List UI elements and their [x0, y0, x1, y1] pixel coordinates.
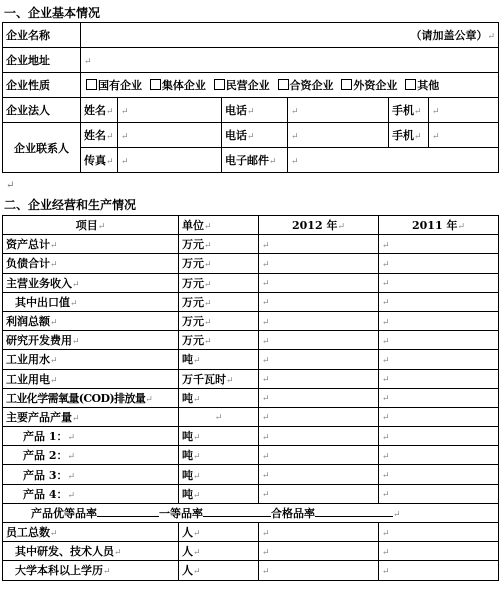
value-2012[interactable]: ↵ [259, 235, 379, 254]
quality-rate-line: 产品优等品率 一等品率 合格品率 ↵ [3, 503, 499, 522]
value-2011[interactable]: ↵ [379, 407, 499, 426]
section1-heading: 一、企业基本情况 [4, 6, 101, 20]
option-collective: 集体企业 [161, 79, 206, 92]
value-2011[interactable]: ↵ [379, 254, 499, 273]
table-row [3, 388, 499, 407]
table-row [3, 446, 499, 465]
item-cod-emission: 工业化学需氧量(COD)排放量↵ [3, 388, 179, 407]
checkbox-joint-venture[interactable] [278, 79, 289, 90]
basic-info-table [2, 22, 499, 173]
unit-cell: 万元↵ [179, 331, 259, 350]
table-row [3, 465, 499, 484]
checkbox-private[interactable] [214, 79, 225, 90]
premium-rate-blank[interactable] [97, 516, 159, 517]
company-type-row [3, 73, 499, 98]
table-row [3, 369, 499, 388]
fax-label: 传真↵ [81, 148, 118, 173]
email-label: 电子邮件↵ [222, 148, 288, 173]
col-2011-header: 2011 年↵ [379, 216, 499, 235]
item-total-profit: 利润总额↵ [3, 311, 179, 330]
value-2012[interactable]: ↵ [259, 292, 379, 311]
item-industrial-power: 工业用电↵ [3, 369, 179, 388]
value-2012[interactable]: ↵ [259, 561, 379, 580]
table-row [3, 331, 499, 350]
seal-note: （请加盖公章） [410, 29, 488, 42]
fax-field[interactable]: ↵ [118, 148, 222, 173]
phone-label: 电话↵ [222, 98, 288, 123]
table-row [3, 311, 499, 330]
item-industrial-water: 工业用水↵ [3, 350, 179, 369]
item-rd-expense: 研究开发费用↵ [3, 331, 179, 350]
value-2011[interactable]: ↵ [379, 331, 499, 350]
legal-person-row [3, 98, 499, 123]
value-2012[interactable]: ↵ [259, 388, 379, 407]
option-state-owned: 国有企业 [98, 79, 142, 92]
option-foreign: 外资企业 [353, 79, 398, 92]
value-2012[interactable]: ↵ [259, 523, 379, 542]
table-row [3, 523, 499, 542]
value-2011[interactable]: ↵ [379, 465, 499, 484]
value-2012[interactable]: ↵ [259, 446, 379, 465]
unit-cell: 人↵ [179, 561, 259, 580]
unit-cell: 吨↵ [179, 388, 259, 407]
value-2012[interactable]: ↵ [259, 465, 379, 484]
unit-cell: 万元↵ [179, 254, 259, 273]
contact-phone-label: 电话↵ [222, 123, 288, 148]
unit-cell: 吨↵ [179, 446, 259, 465]
table-row [3, 484, 499, 503]
value-2011[interactable]: ↵ [379, 523, 499, 542]
value-2011[interactable]: ↵ [379, 446, 499, 465]
checkbox-state-owned[interactable] [86, 79, 97, 90]
unit-cell: 万元↵ [179, 273, 259, 292]
name-label: 姓名↵ [81, 98, 118, 123]
value-2011[interactable]: ↵ [379, 350, 499, 369]
header-row [3, 216, 499, 235]
item-rd-staff: 其中研发、技术人员↵ [3, 542, 179, 561]
table-row [3, 350, 499, 369]
item-main-revenue: 主营业务收入↵ [3, 273, 179, 292]
first-grade-rate-label: 一等品率 [159, 506, 203, 520]
legal-mobile-field[interactable]: ↵ [429, 98, 499, 123]
option-other: 其他 [417, 79, 440, 92]
table-row [3, 273, 499, 292]
item-product-2: 产品 2：↵ [3, 446, 179, 465]
option-private: 民营企业 [225, 79, 270, 92]
table-row [3, 427, 499, 446]
unit-cell: 吨↵ [179, 427, 259, 446]
value-2012[interactable]: ↵ [259, 311, 379, 330]
company-name-label: 企业名称 [3, 23, 81, 48]
value-2012[interactable]: ↵ [259, 331, 379, 350]
legal-person-label: 企业法人 [3, 98, 81, 123]
value-2011[interactable]: ↵ [379, 369, 499, 388]
unit-cell: 万千瓦时↵ [179, 369, 259, 388]
col-2012-header: 2012 年↵ [259, 216, 379, 235]
item-total-staff: 员工总数↵ [3, 523, 179, 542]
unit-cell: 万元↵ [179, 311, 259, 330]
checkbox-foreign[interactable] [341, 79, 352, 90]
value-2011[interactable]: ↵ [379, 388, 499, 407]
col-item-header: 项目↵ [3, 216, 179, 235]
contact-row-1 [3, 123, 499, 148]
table-row [3, 407, 499, 426]
item-total-liabilities: 负债合计↵ [3, 254, 179, 273]
table-row [3, 292, 499, 311]
value-2012[interactable]: ↵ [259, 427, 379, 446]
table-row [3, 542, 499, 561]
value-2012[interactable]: ↵ [259, 369, 379, 388]
item-bachelor-staff: 大学本科以上学历↵ [3, 561, 179, 580]
contact-name-field[interactable]: ↵ [118, 123, 222, 148]
table-row [3, 561, 499, 580]
unit-cell: 人↵ [179, 542, 259, 561]
contact-phone-field[interactable]: ↵ [288, 123, 389, 148]
company-address-row [3, 48, 499, 73]
item-product-3: 产品 3：↵ [3, 465, 179, 484]
value-2012[interactable]: ↵ [259, 350, 379, 369]
table-row [3, 254, 499, 273]
legal-name-field[interactable]: ↵ [118, 98, 222, 123]
item-main-output: 主要产品产量↵ [3, 407, 179, 426]
premium-rate-label: 产品优等品率 [31, 506, 97, 520]
item-product-1: 产品 1：↵ [3, 427, 179, 446]
pass-rate-label: 合格品率 [271, 506, 315, 520]
company-name-row [3, 23, 499, 48]
value-2011[interactable]: ↵ [379, 235, 499, 254]
unit-cell: 吨↵ [179, 484, 259, 503]
mobile-label: 手机↵ [389, 98, 429, 123]
contact-mobile-label: 手机↵ [389, 123, 429, 148]
value-2012[interactable]: ↵ [259, 407, 379, 426]
legal-phone-field[interactable]: ↵ [288, 98, 389, 123]
value-2011[interactable]: ↵ [379, 561, 499, 580]
unit-cell: 吨↵ [179, 350, 259, 369]
company-address-label: 企业地址 [3, 48, 81, 73]
value-2011[interactable]: ↵ [379, 311, 499, 330]
company-name-field[interactable]: （请加盖公章）↵ [81, 23, 499, 48]
value-2012[interactable]: ↵ [259, 273, 379, 292]
unit-cell: 人↵ [179, 523, 259, 542]
paragraph-mark: ↵ [6, 180, 15, 191]
value-2012[interactable]: ↵ [259, 484, 379, 503]
section2-heading: 二、企业经营和生产情况 [4, 198, 137, 212]
value-2011[interactable]: ↵ [379, 427, 499, 446]
company-address-field[interactable]: ↵ [81, 48, 499, 73]
company-type-options [81, 73, 499, 98]
unit-cell: 万元↵ [179, 292, 259, 311]
col-unit-header: 单位↵ [179, 216, 259, 235]
quality-rate-row [3, 503, 499, 522]
first-grade-rate-blank[interactable] [203, 516, 271, 517]
email-field[interactable]: ↵ [288, 148, 499, 173]
value-2011[interactable]: ↵ [379, 273, 499, 292]
unit-cell: ↵ [179, 407, 259, 426]
contact-mobile-field[interactable]: ↵ [429, 123, 499, 148]
table-row [3, 235, 499, 254]
unit-cell: 吨↵ [179, 465, 259, 484]
contact-label: 企业联系人 [3, 123, 81, 173]
value-2012[interactable]: ↵ [259, 542, 379, 561]
checkbox-other[interactable] [405, 79, 416, 90]
value-2011[interactable]: ↵ [379, 484, 499, 503]
item-export-value: 其中出口值↵ [3, 292, 179, 311]
contact-name-label: 姓名↵ [81, 123, 118, 148]
unit-cell: 万元↵ [179, 235, 259, 254]
value-2011[interactable]: ↵ [379, 292, 499, 311]
value-2012[interactable]: ↵ [259, 254, 379, 273]
pass-rate-blank[interactable] [315, 516, 393, 517]
value-2011[interactable]: ↵ [379, 542, 499, 561]
option-joint-venture: 合资企业 [289, 79, 334, 92]
item-total-assets: 资产总计↵ [3, 235, 179, 254]
operations-table [2, 215, 499, 581]
company-type-label: 企业性质 [3, 73, 81, 98]
item-product-4: 产品 4：↵ [3, 484, 179, 503]
checkbox-collective[interactable] [150, 79, 161, 90]
